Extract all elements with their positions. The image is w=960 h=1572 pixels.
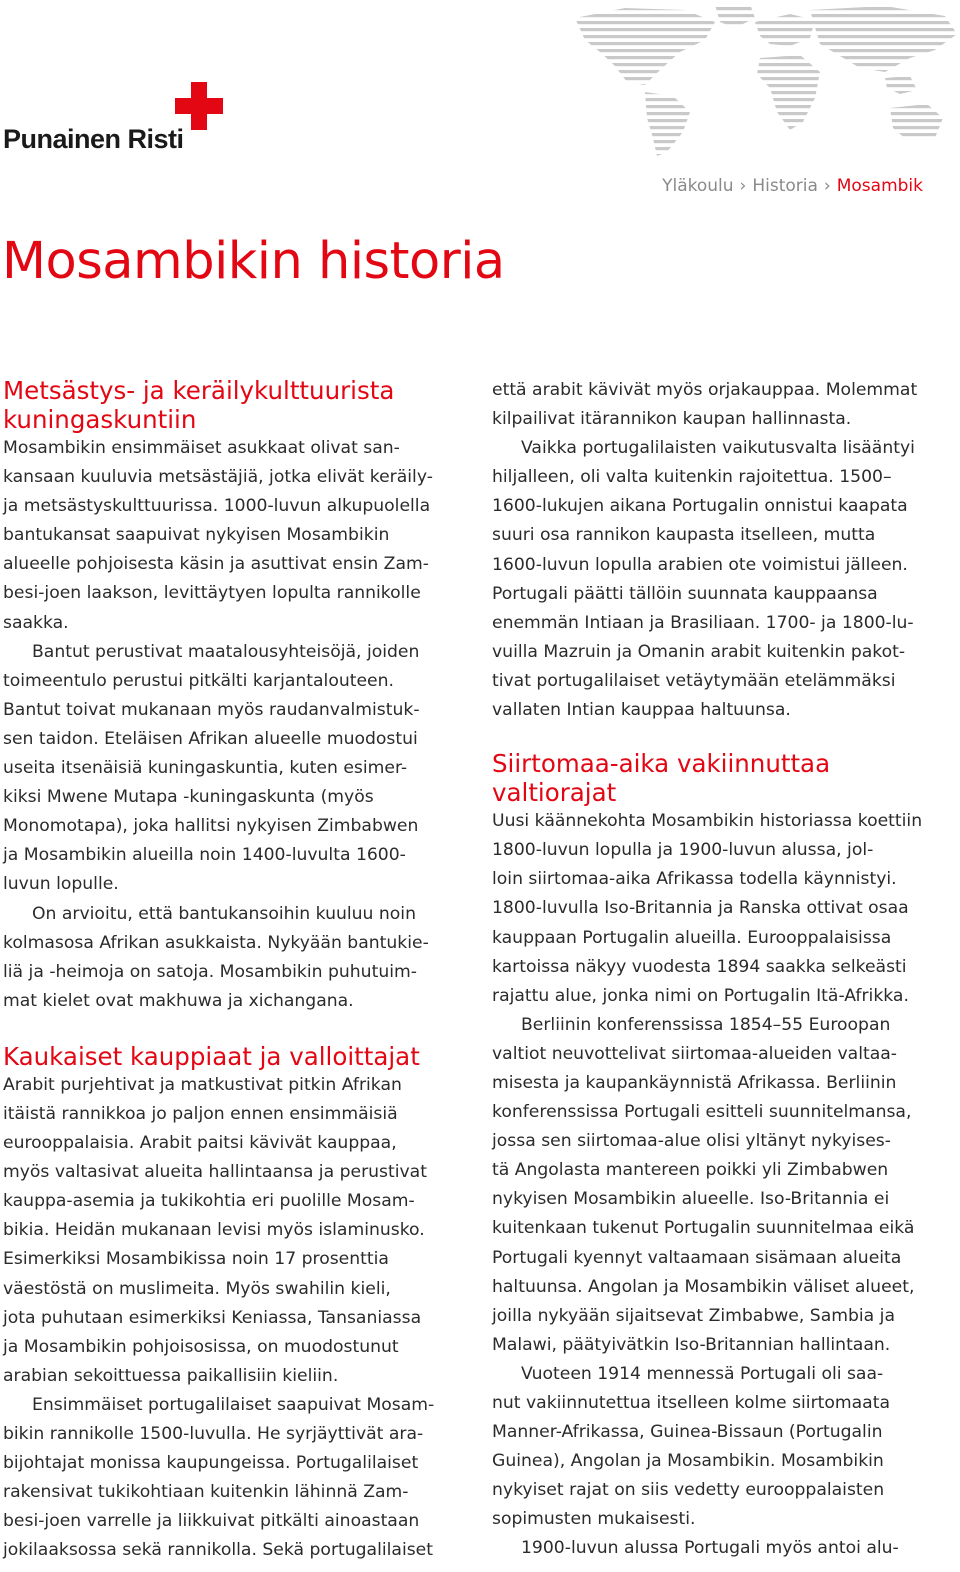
text-line: kauppaan Portugalin alueilla. Eurooppalaisissa (492, 927, 892, 948)
text-line: Arabit purjehtivat ja matkustivat pitkin Afrikan (3, 1074, 402, 1095)
text-line: nykyiset rajat on siis vedetty eurooppalaisten (492, 1480, 885, 1501)
text-line: Berliinin konferenssissa 1854–55 Euroopan (521, 1014, 891, 1035)
text-line: kilpailivat itärannikon kaupan hallinnasta. (492, 409, 852, 430)
text-line: rakensivat tukikohtiaan kuitenkin lähinnä Zam- (3, 1482, 409, 1503)
text-line: mat kielet ovat makhuwa ja xichangana. (3, 990, 354, 1011)
text-line: toimeentulo perustui pitkälti karjantalouteen. (3, 670, 394, 691)
text-line: misesta ja kaupankäynnistä Afrikassa. Berliinin (492, 1072, 897, 1093)
text-line: Bantut toivat mukanaan myös raudanvalmistuk- (3, 699, 420, 720)
text-line: rajattu alue, jonka nimi on Portugalin Itä-Afrikka. (492, 985, 909, 1006)
text-line: vuilla Mazruin ja Omanin arabit kuitenkin pakot- (492, 641, 906, 662)
text-line: arabian sekoittuessa paikallisiin kieliin. (3, 1365, 339, 1386)
left-column (3, 376, 443, 1565)
text-line: kiksi Mwene Mutapa -kuningaskunta (myös (3, 787, 374, 808)
text-line: suuri osa rannikon kaupasta itselleen, mutta (492, 525, 876, 546)
text-line: liä ja -heimoja on satoja. Mosambikin puhutuim- (3, 961, 417, 982)
text-line: sopimusten mukaisesti. (492, 1509, 696, 1530)
text-line: jota puhutaan esimerkiksi Keniassa, Tansaniassa (3, 1307, 422, 1328)
text-line: jokilaaksossa sekä rannikolla. Sekä portugalilaiset (3, 1540, 433, 1561)
text-line: bikin rannikolle 1500-luvulla. He syrjäyttivät ara- (3, 1424, 424, 1444)
text-line: bikia. Heidän mukanaan levisi myös islaminusko. (3, 1220, 425, 1241)
text-line: nut vakiinnutettua itselleen kolme siirtomaata (492, 1393, 890, 1413)
text-line: enemmän Intiaan ja Brasiliaan. 1700- ja 1800-lu- (492, 612, 914, 633)
text-line: On arvioitu, että bantukansoihin kuuluu noin (32, 903, 416, 924)
text-line: 1800-luvulla Iso-Britannia ja Ranska ottivat osaa (492, 898, 909, 919)
text-line: useita itsenäisiä kuningaskuntia, kuten esimer- (3, 758, 408, 779)
text-line: Mosambikin ensimmäiset asukkaat olivat san- (3, 438, 400, 458)
text-line: kuitenkaan tukenut Portugalin suunnitelmaa eikä (492, 1218, 915, 1239)
section-heading-hunting: Metsästys- ja keräilykulttuurista kuningaskuntiin (3, 376, 395, 434)
breadcrumb (662, 176, 923, 196)
text-line: kartoissa näkyy vuodesta 1894 saakka selkeästi (492, 956, 907, 977)
text-line: kauppa-asemia ja tukikohtia eri puolille Mosam- (3, 1191, 415, 1212)
text-line: ja metsästyskulttuurissa. 1000-luvun alkupuolella (3, 496, 431, 517)
section-body-colonial (492, 807, 932, 1563)
text-line: hiljalleen, oli valta kuitenkin rajoitettua. 1500– (492, 467, 892, 488)
text-line: vallaten Intian kauppaa haltuunsa. (492, 700, 791, 721)
text-line: Vuoteen 1914 mennessä Portugali oli saa- (521, 1363, 884, 1384)
text-line: besi-joen varrelle ja liikkuivat pitkälti ainoastaan (3, 1511, 420, 1532)
section-heading-traders: Kaukaiset kauppiaat ja valloittajat (3, 1041, 420, 1071)
text-line: joilla nykyään sijaitsevat Zimbabwe, Sambia ja (492, 1305, 895, 1326)
text-line: Uusi käännekohta Mosambikin historiassa koettiin (492, 811, 923, 832)
text-line: nykyisen Mosambikin alueelle. Iso-Britannia ei (492, 1189, 890, 1210)
chevron-right-icon: › (739, 176, 747, 196)
text-line: 1900-luvun alussa Portugali myös antoi alu- (521, 1538, 899, 1559)
text-line: luvun lopulle. (3, 874, 119, 895)
text-line: 1600-lukujen aikana Portugalin onnistui kaapata (492, 496, 908, 517)
text-line: tivat portugalilaiset vetäytymään etelämmäksi (492, 670, 896, 691)
text-line: kansaan kuuluvia metsästäjiä, jotka elivät keräily- (3, 467, 433, 488)
text-line: väestöstä on muslimeita. Myös swahilin kieli, (3, 1278, 391, 1299)
right-column (492, 376, 932, 1564)
text-line: bijohtajat monissa kaupungeissa. Portugalilaiset (3, 1453, 419, 1474)
text-line: Portugali päätti tällöin suunnata kauppaansa (492, 583, 878, 604)
red-cross-icon (175, 82, 223, 130)
text-line: Vaikka portugalilaisten vaikutusvalta lisääntyi (521, 438, 915, 459)
text-line: Monomotapa), joka hallitsi nykyisen Zimbabwen (3, 816, 419, 837)
text-line: 1600-luvun lopulla arabien ote voimistui jälleen. (492, 554, 908, 575)
section-body-trade-continued (492, 376, 932, 725)
text-line: tä Angolasta mantereen poikki yli Zimbabwen (492, 1160, 889, 1181)
text-line: haltuunsa. Angolan ja Mosambikin väliset alueet, (492, 1276, 915, 1297)
text-line: sen taidon. Eteläisen Afrikan alueelle muodostui (3, 728, 418, 749)
text-line: besi-joen laakson, levittäytyen lopulta rannikolle (3, 583, 421, 604)
section-heading-colonial: Siirtomaa-aika vakiinnuttaa valtiorajat (492, 749, 831, 808)
text-line: 1800-luvun lopulla ja 1900-luvun alussa, jol- (492, 840, 874, 861)
page-title: Mosambikin historia (2, 232, 505, 291)
logo-text: Punainen Risti (3, 124, 184, 154)
red-cross-logo[interactable] (3, 82, 223, 152)
text-line: ja Mosambikin pohjoisosissa, on muodostunut (3, 1336, 399, 1357)
world-map-decoration (565, 0, 960, 160)
text-line: Ensimmäiset portugalilaiset saapuivat Mosam- (32, 1394, 435, 1415)
text-line: Malawi, päätyivätkin Iso-Britannian hallintaan. (492, 1334, 891, 1355)
chevron-right-icon: › (823, 176, 831, 196)
text-line: konferenssissa Portugali esitteli suunnitelmansa, (492, 1102, 912, 1123)
text-line: Manner-Afrikassa, Guinea-Bissaun (Portugalin (492, 1422, 883, 1443)
breadcrumb-item-current: Mosambik (836, 176, 923, 196)
text-line: loin siirtomaa-aika Afrikassa todella käynnistyi. (492, 869, 897, 890)
section-body-traders (3, 1071, 443, 1566)
text-line: valtiot neuvottelivat siirtomaa-alueiden valtaa- (492, 1043, 897, 1064)
text-line: Bantut perustivat maatalousyhteisöjä, joiden (32, 641, 420, 662)
text-line: Portugali kyennyt valtaamaan sisämaan alueita (492, 1247, 902, 1268)
text-line: että arabit kävivät myös orjakauppaa. Molemmat (492, 380, 918, 400)
text-line: itäistä rannikkoa jo paljon ennen ensimmäisiä (3, 1103, 398, 1124)
text-line: saakka. (3, 612, 69, 633)
breadcrumb-item-ylakoulu[interactable]: Yläkoulu (662, 176, 734, 196)
text-line: myös valtasivat alueita hallintaansa ja perustivat (3, 1162, 427, 1183)
breadcrumb-item-historia[interactable]: Historia (752, 176, 818, 196)
text-line: jossa sen siirtomaa-alue olisi yltänyt nykyises- (492, 1131, 891, 1152)
text-line: kolmasosa Afrikan asukkaista. Nykyään bantukie- (3, 932, 429, 953)
text-line: eurooppalaisia. Arabit paitsi kävivät kauppaa, (3, 1133, 397, 1154)
text-line: Guinea), Angolan ja Mosambikin. Mosambikin (492, 1451, 884, 1472)
text-line: bantukansat saapuivat nykyisen Mosambikin (3, 525, 390, 546)
section-body-hunting (3, 434, 443, 1016)
text-line: ja Mosambikin alueilla noin 1400-luvulta 1600- (3, 845, 406, 866)
text-line: alueelle pohjoisesta käsin ja asuttivat ensin Zam- (3, 554, 429, 575)
text-line: Esimerkiksi Mosambikissa noin 17 prosenttia (3, 1249, 389, 1270)
